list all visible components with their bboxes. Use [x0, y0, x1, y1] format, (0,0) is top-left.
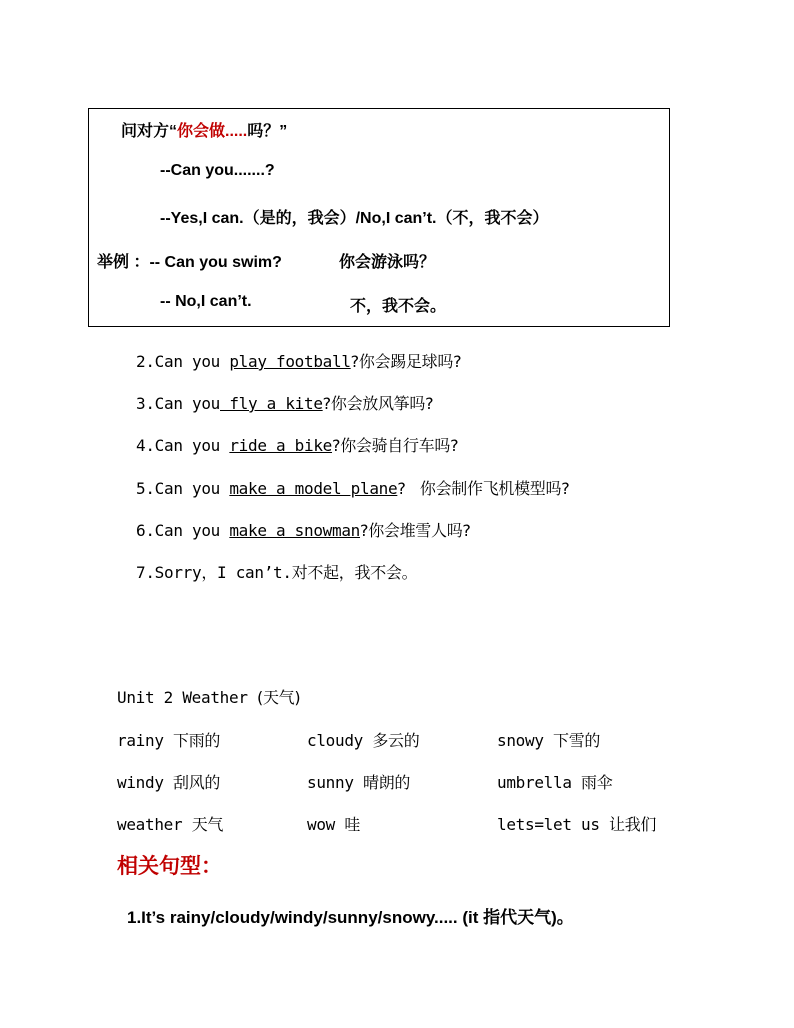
sentence-5-prefix: 5.Can you: [136, 479, 230, 498]
sentence-2: [136, 349, 461, 372]
sentence-7: [136, 560, 417, 583]
sentence-5: [136, 476, 569, 499]
unit-title: Unit 2 Weather: [117, 688, 257, 707]
sentence-3-phrase: fly a kite: [220, 394, 323, 413]
vocab-item: wow 哇: [307, 815, 361, 834]
sentence-6-suffix: ?你会堆雪人吗?: [360, 521, 471, 540]
sentence-2-suffix: ?你会踢足球吗?: [350, 352, 462, 371]
vocab-item: snowy 下雪的: [497, 731, 601, 750]
pattern-sentence-1: 1.It’s rainy/cloudy/windy/sunny/snowy..... (it 指代天气)。: [127, 908, 574, 927]
sentence-2-prefix: 2.Can you: [136, 352, 230, 371]
sentence-3-suffix: ?你会放风筝吗?: [322, 394, 434, 413]
sentence-4-phrase: ride a bike: [229, 436, 333, 455]
sentence-4: [136, 433, 458, 456]
pattern-heading: 相关句型：: [117, 854, 222, 878]
vocab-item: weather 天气: [117, 815, 224, 834]
box-line-5-example: -- No,I can’t.: [160, 293, 252, 310]
sentence-5-phrase: make a model plane: [229, 479, 398, 498]
box-line-1-highlight: 你会做.....: [177, 123, 248, 140]
sentence-5-suffix: ? 你会制作飞机模型吗?: [397, 479, 570, 498]
box-line-1: [121, 118, 287, 141]
vocab-item: lets=let us 让我们: [497, 815, 657, 834]
box-line-2: --Can you.......?: [160, 162, 275, 179]
box-line-1-prefix: 问对方“: [121, 123, 178, 140]
vocab-item: rainy 下雨的: [117, 731, 221, 750]
sentence-7-suffix: 对不起，我不会。: [291, 563, 418, 582]
box-line-1-suffix: 吗？”: [247, 123, 288, 140]
unit-heading: [117, 685, 300, 708]
box-line-3: --Yes,I can.（是的，我会）/No,I can’t.（不，我不会）: [160, 210, 549, 227]
sentence-4-prefix: 4.Can you: [136, 436, 230, 455]
sentence-6: [136, 518, 471, 541]
vocab-item: umbrella 雨伞: [497, 773, 613, 792]
sentence-6-phrase: make a snowman: [229, 521, 361, 540]
vocab-item: windy 刮风的: [117, 773, 221, 792]
box-line-4-example: 举例 ：-- Can you swim?: [97, 254, 282, 271]
unit-title-cn: (天气): [257, 688, 301, 707]
box-line-4-translation: 你会游泳吗？: [339, 254, 436, 271]
vocab-item: cloudy 多云的: [307, 731, 420, 750]
vocab-item: sunny 晴朗的: [307, 773, 411, 792]
sentence-7-prefix: 7.Sorry，I can’t.: [136, 563, 292, 582]
sentence-6-prefix: 6.Can you: [136, 521, 230, 540]
sentence-3: [136, 391, 433, 414]
sentence-3-prefix: 3.Can you: [136, 394, 220, 413]
box-line-5-translation: 不，我不会。: [350, 298, 447, 315]
sentence-2-phrase: play football: [229, 352, 351, 371]
sentence-4-suffix: ?你会骑自行车吗?: [332, 436, 459, 455]
